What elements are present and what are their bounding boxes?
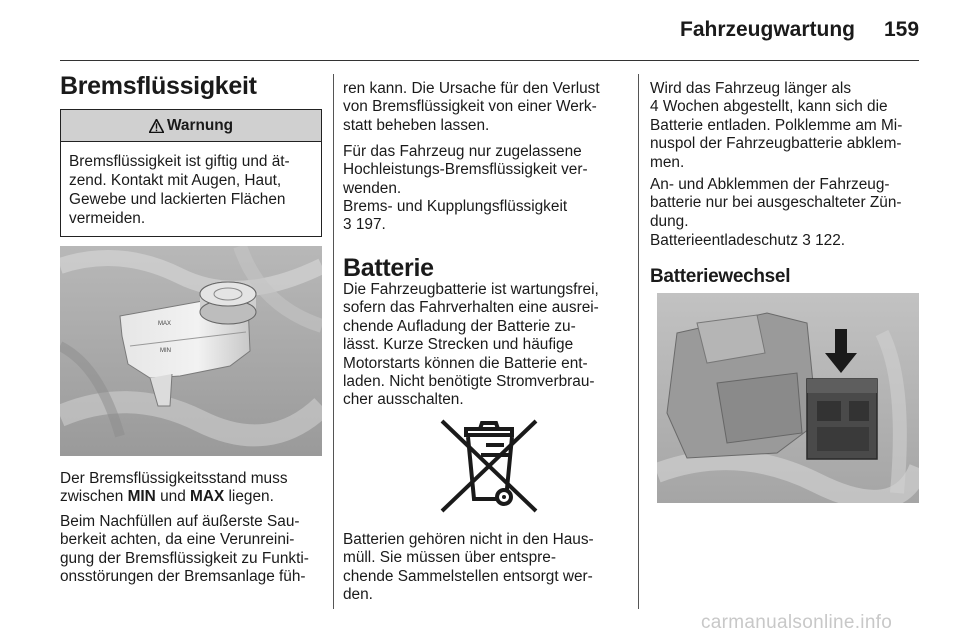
column-divider: [638, 74, 639, 609]
warning-box: [60, 109, 322, 237]
storage-paragraph: Wird das Fahrzeug länger als 4 Wochen abgestellt, kann sich die Batterie entladen. Polklemme am Mi- nuspol der Fahrzeugbatterie abklem- men.: [650, 80, 903, 171]
section-heading-brake-fluid: Bremsflüssigkeit: [60, 72, 257, 100]
warning-triangle-icon: [149, 119, 164, 133]
running-header-title: Fahrzeugwartung: [680, 18, 856, 41]
connect-paragraph: An- und Abklemmen der Fahrzeug- batterie nur bei ausgeschalteter Zün- dung.: [650, 176, 902, 230]
watermark: carmanualsonline.info: [701, 612, 893, 633]
min-label: MIN: [160, 348, 171, 354]
fluid-level-paragraph: Der Bremsflüssigkeitsstand muss zwischen MIN und MAX liegen.: [60, 470, 288, 506]
approved-fluid-paragraph: Für das Fahrzeug nur zugelassene Hochleistungs-Bremsflüssigkeit ver- wenden.: [343, 143, 588, 197]
battery-location-image: [657, 293, 919, 503]
column-divider: [333, 74, 334, 609]
brake-fluid-loss-paragraph: ren kann. Die Ursache für den Verlust von Bremsflüssigkeit von einer Werk- statt beheben lassen.: [343, 80, 600, 134]
protection-reference-paragraph: Batterieentladeschutz 3 122.: [650, 232, 846, 249]
refill-paragraph: Beim Nachfüllen auf äußerste Sau- berkeit achten, da eine Verunreini- gung der Bremsflüssigkeit zu Funkti- onsstörungen der Bremsanlage füh-: [60, 513, 309, 586]
subheading-battery-change: Batteriewechsel: [650, 266, 791, 287]
fluid-reference-paragraph: Brems- und Kupplungsflüssigkeit 3 197.: [343, 198, 568, 234]
crossed-bin-icon: [436, 415, 542, 521]
disposal-paragraph: Batterien gehören nicht in den Haus- müll. Sie müssen über entspre- chende Sammelstellen entsorgt wer- den.: [343, 531, 594, 604]
header-rule: [60, 60, 919, 61]
warning-header: [61, 110, 321, 142]
max-label: MAX: [158, 321, 172, 327]
page-number: 159: [884, 18, 920, 41]
section-heading-battery: Batterie: [343, 254, 434, 282]
warning-title: Warnung: [166, 116, 234, 134]
warning-text: Bremsflüssigkeit ist giftig und ät- zend. Kontakt mit Augen, Haut, Gewebe und lackierten Flächen vermeiden.: [69, 153, 290, 227]
brake-fluid-reservoir-image: [60, 246, 322, 456]
battery-paragraph: Die Fahrzeugbatterie ist wartungsfrei, sofern das Fahrverhalten eine ausrei- chende Aufladung der Batterie zu- lässt. Kurze Strecken und häufige Motorstarts können die Batterie ent- laden. Nicht benötigte Stromverbrau- cher ausschalten.: [343, 281, 599, 409]
